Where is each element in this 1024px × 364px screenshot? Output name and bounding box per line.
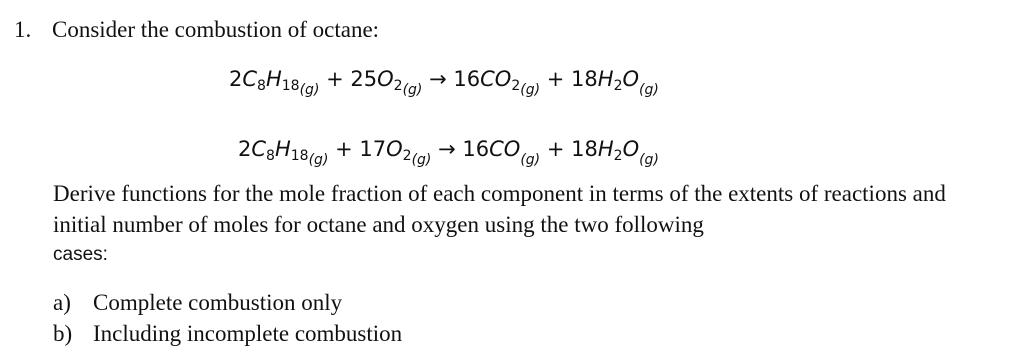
option-letter: b) (53, 321, 73, 346)
case-option-b (53, 318, 402, 349)
problem-heading (14, 16, 379, 44)
reaction-arrow: → (438, 137, 456, 161)
equation-complete-combustion: $2C_8H_{18(g)} + 25O_{2(g)} \to 16CO_{2(g)} + 18H_2O_{(g)}$ (229, 67, 659, 98)
instruction-text: Derive functions for the mole fraction of each component in terms of the extents of reactions and initial number of moles for octane and oxygen using the two following (53, 181, 946, 237)
problem-intro: Consider the combustion of octane: (52, 17, 380, 42)
option-text: Including incomplete combustion (93, 321, 403, 346)
case-options (53, 287, 402, 349)
problem-number: 1. (14, 17, 32, 42)
reaction-arrow: → (429, 67, 447, 91)
equation-incomplete-combustion: $2C_8H_{18(g)} + 17O_{2(g)} \to 16CO_{(g)} + 18H_2O_{(g)}$ (238, 137, 659, 168)
case-option-a (53, 287, 402, 318)
cases-label: cases: (53, 244, 108, 265)
option-text: Complete combustion only (93, 290, 343, 315)
option-letter: a) (53, 290, 71, 315)
